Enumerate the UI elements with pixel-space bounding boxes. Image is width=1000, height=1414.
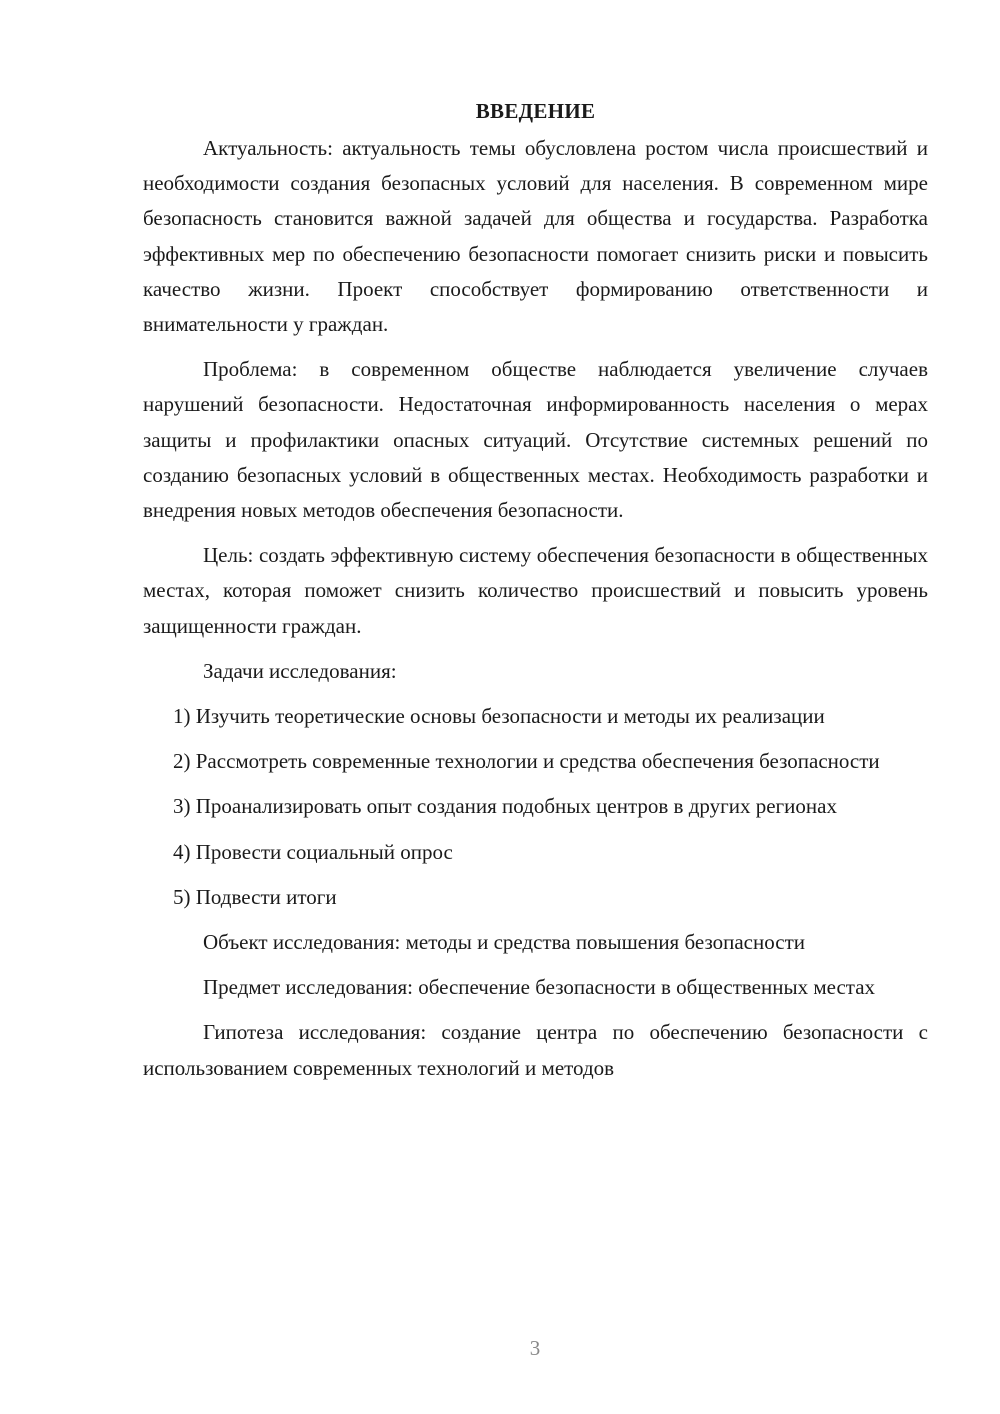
task-item-5: 5) Подвести итоги (173, 884, 337, 909)
goal-paragraph: Цель: создать эффективную систему обеспечения безопасности в общественных местах, которая поможет снизить количество происшествий и повысить уровень защищенности граждан. (143, 543, 928, 638)
research-hypothesis: Гипотеза исследования: создание центра по обеспечению безопасности с использованием современных технологий и методов (143, 1020, 928, 1080)
task-item-4: 4) Провести социальный опрос (173, 839, 453, 864)
research-subject: Предмет исследования: обеспечение безопасности в общественных местах (203, 975, 876, 1000)
page-number: 3 (529, 1336, 541, 1360)
problem-paragraph: Проблема: в современном обществе наблюдается увеличение случаев нарушений безопасности. Недостаточная информированность населения о мерах защиты и профилактики опасных ситуаций. Отсутствие системных решений по созданию безопасных условий в общественных местах. Необходимость разработки и внедрения новых методов обеспечения безопасности. (143, 357, 928, 523)
document-page (143, 94, 928, 1086)
research-object: Объект исследования: методы и средства повышения безопасности (203, 930, 805, 955)
relevance-paragraph: Актуальность: актуальность темы обусловлена ростом числа происшествий и необходимости создания безопасных условий для населения. В современном мире безопасность становится важной задачей для общества и государства. Разработка эффективных мер по обеспечению безопасности помогает снизить риски и повысить качество жизни. Проект способствует формированию ответственности и внимательности у граждан. (143, 136, 928, 337)
tasks-heading: Задачи исследования: (203, 658, 397, 683)
task-item-3: 3) Проанализировать опыт создания подобных центров в других регионах (173, 794, 837, 819)
task-item-2: 2) Рассмотреть современные технологии и средства обеспечения безопасности (173, 749, 880, 774)
task-item-1: 1) Изучить теоретические основы безопасности и методы их реализации (173, 704, 825, 729)
section-title: ВВЕДЕНИЕ (475, 99, 596, 123)
